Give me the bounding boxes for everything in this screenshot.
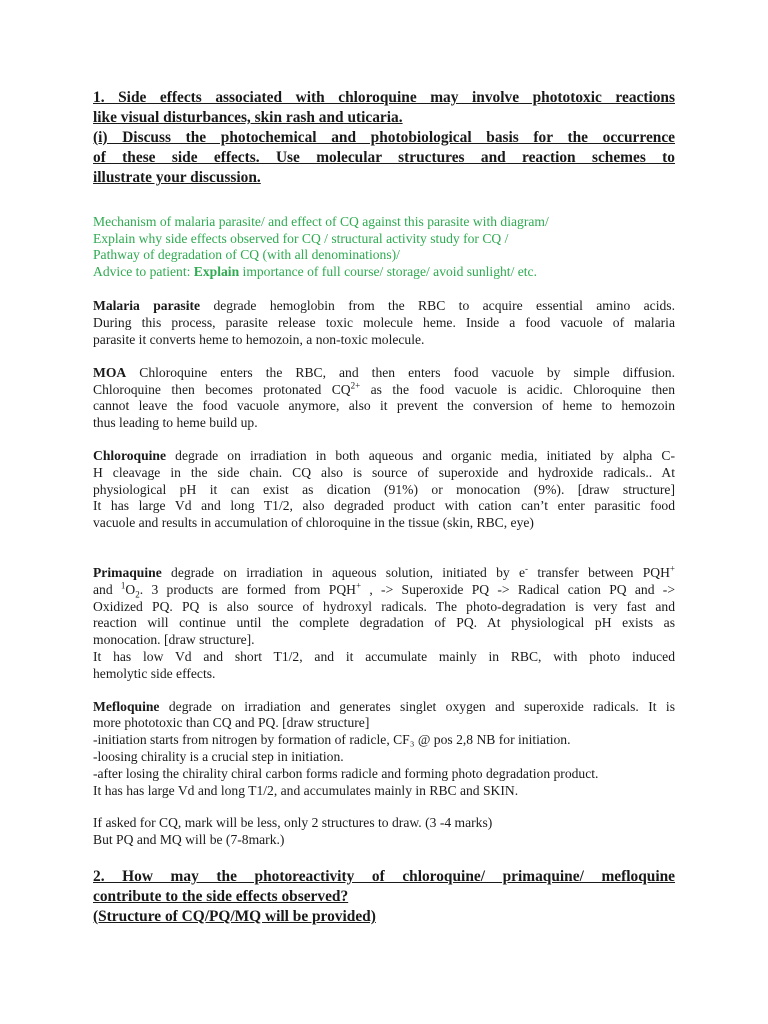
mefloquine-line-1: degrade on irradiation and generates singlet oxygen and superoxide radicals. It is [159, 698, 675, 714]
primaquine-line-2a: and [93, 581, 121, 597]
malaria-term: Malaria parasite [93, 298, 201, 314]
moa-line-2b: as the food vacuole is acidic. Chloroquine then [360, 381, 675, 397]
chloroquine-line-3: physiological pH it can exist as dication (91%) or monocation (9%). [draw structure] [93, 481, 675, 497]
malaria-line-3: parasite it converts heme to hemozoin, a non-toxic molecule. [93, 331, 425, 347]
primaquine-sub-2: 2 [135, 589, 140, 600]
q2-line-3: (Structure of CQ/PQ/MQ will be provided) [93, 907, 376, 925]
primaquine-sup-plus: + [669, 563, 675, 574]
moa-line-2a: Chloroquine then becomes protonated CQ [93, 381, 351, 397]
q1-line-1: 1. Side effects associated with chloroquine may involve phototoxic reactions [93, 89, 675, 106]
mefloquine-paragraph [93, 699, 675, 800]
primaquine-line-1a: degrade on irradiation in aqueous solution, initiated by e [161, 564, 526, 580]
chloroquine-line-2: H cleavage in the side chain. CQ also is source of superoxide and hydroxide radicals.. At [93, 464, 675, 480]
document-page [93, 88, 675, 927]
question-2-heading [93, 867, 675, 927]
primaquine-paragraph [93, 565, 675, 683]
malaria-paragraph [93, 298, 675, 348]
mefloquine-line-3: -initiation starts from nitrogen by formation of radicle, CF₃ @ pos 2,8 NB for initiation. [93, 732, 571, 748]
q1-line-4: of these side effects. Use molecular structures and reaction schemes to [93, 149, 675, 166]
malaria-line-1: degrade hemoglobin from the RBC to acquire essential amino acids. [200, 298, 675, 314]
primaquine-term: Primaquine [93, 564, 162, 580]
moa-line-4: thus leading to heme build up. [93, 415, 258, 431]
chloroquine-term: Chloroquine [93, 447, 167, 463]
mefloquine-line-2: more phototoxic than CQ and PQ. [draw structure] [93, 715, 370, 731]
primaquine-line-7: hemolytic side effects. [93, 665, 216, 681]
hint-4 [93, 264, 675, 281]
moa-term: MOA [93, 364, 127, 380]
malaria-line-2: During this process, parasite release toxic molecule heme. Inside a food vacuole of malaria [93, 315, 675, 331]
hint-4-bold: Explain [193, 263, 240, 279]
primaquine-line-4: reaction will continue until the complete degradation of PQ. At physiological pH exists as [93, 615, 675, 631]
moa-paragraph [93, 365, 675, 432]
hint-3: Pathway of degradation of CQ (with all denominations)/ [93, 247, 400, 263]
primaquine-sup-singlet: 1 [120, 580, 126, 591]
hint-1: Mechanism of malaria parasite/ and effect of CQ against this parasite with diagram/ [93, 214, 549, 229]
marks-line-2: But PQ and MQ will be (7-8mark.) [93, 832, 285, 848]
q2-line-1: 2. How may the photoreactivity of chloroquine/ primaquine/ mefloquine [93, 867, 675, 885]
primaquine-sup-plus-2: + [355, 580, 362, 591]
mefloquine-line-4: -loosing chirality is a crucial step in initiation. [93, 748, 344, 764]
primaquine-line-6: It has low Vd and short T1/2, and it accumulate mainly in RBC, with photo induced [93, 648, 675, 664]
hint-4-prefix: Advice to patient: [93, 263, 194, 279]
chloroquine-line-1: degrade on irradiation in both aqueous and organic media, initiated by alpha C- [166, 447, 675, 463]
mefloquine-line-6: It has has large Vd and long T1/2, and accumulates mainly in RBC and SKIN. [93, 782, 519, 798]
marks-note [93, 815, 675, 849]
chloroquine-line-5: vacuole and results in accumulation of chloroquine in the tissue (skin, RBC, eye) [93, 515, 534, 531]
primaquine-line-1b: transfer between PQH [528, 564, 670, 580]
primaquine-line-2c: . 3 products are formed from PQH [139, 581, 356, 597]
question-1-heading [93, 88, 675, 188]
q1-line-3: (i) Discuss the photochemical and photobiological basis for the occurrence [93, 129, 675, 146]
marks-line-1: If asked for CQ, mark will be less, only 2 structures to draw. (3 -4 marks) [93, 815, 493, 831]
mefloquine-line-5: -after losing the chirality chiral carbon forms radicle and forming photo degradation product. [93, 765, 599, 781]
moa-line-3: cannot leave the food vacuole anymore, also it prevent the conversion of heme to hemozoin [93, 398, 675, 414]
primaquine-sup-electron: - [525, 563, 529, 574]
q1-line-5: illustrate your discussion. [93, 169, 261, 186]
primaquine-line-2b: O [125, 581, 136, 597]
marking-hints [93, 214, 675, 280]
primaquine-line-5: monocation. [draw structure]. [93, 632, 255, 648]
q2-line-2: contribute to the side effects observed? [93, 887, 349, 905]
mefloquine-term: Mefloquine [93, 698, 160, 714]
q1-line-2: like visual disturbances, skin rash and uticaria. [93, 109, 403, 126]
moa-line-2-sup: 2+ [350, 380, 361, 391]
hint-2: Explain why side effects observed for CQ / structural activity study for CQ / [93, 230, 509, 246]
chloroquine-line-4: It has large Vd and long T1/2, also degraded product with cation can’t enter parasitic food [93, 498, 675, 514]
chloroquine-paragraph [93, 448, 675, 532]
primaquine-line-2d: , -> Superoxide PQ -> Radical cation PQ and -> [361, 581, 675, 597]
moa-line-1: Chloroquine enters the RBC, and then enters food vacuole by simple diffusion. [126, 364, 675, 380]
primaquine-line-3: Oxidized PQ. PQ is also source of hydroxyl radicals. The photo-degradation is very fast and [93, 598, 675, 614]
hint-4-rest: importance of full course/ storage/ avoid sunlight/ etc. [239, 263, 537, 279]
